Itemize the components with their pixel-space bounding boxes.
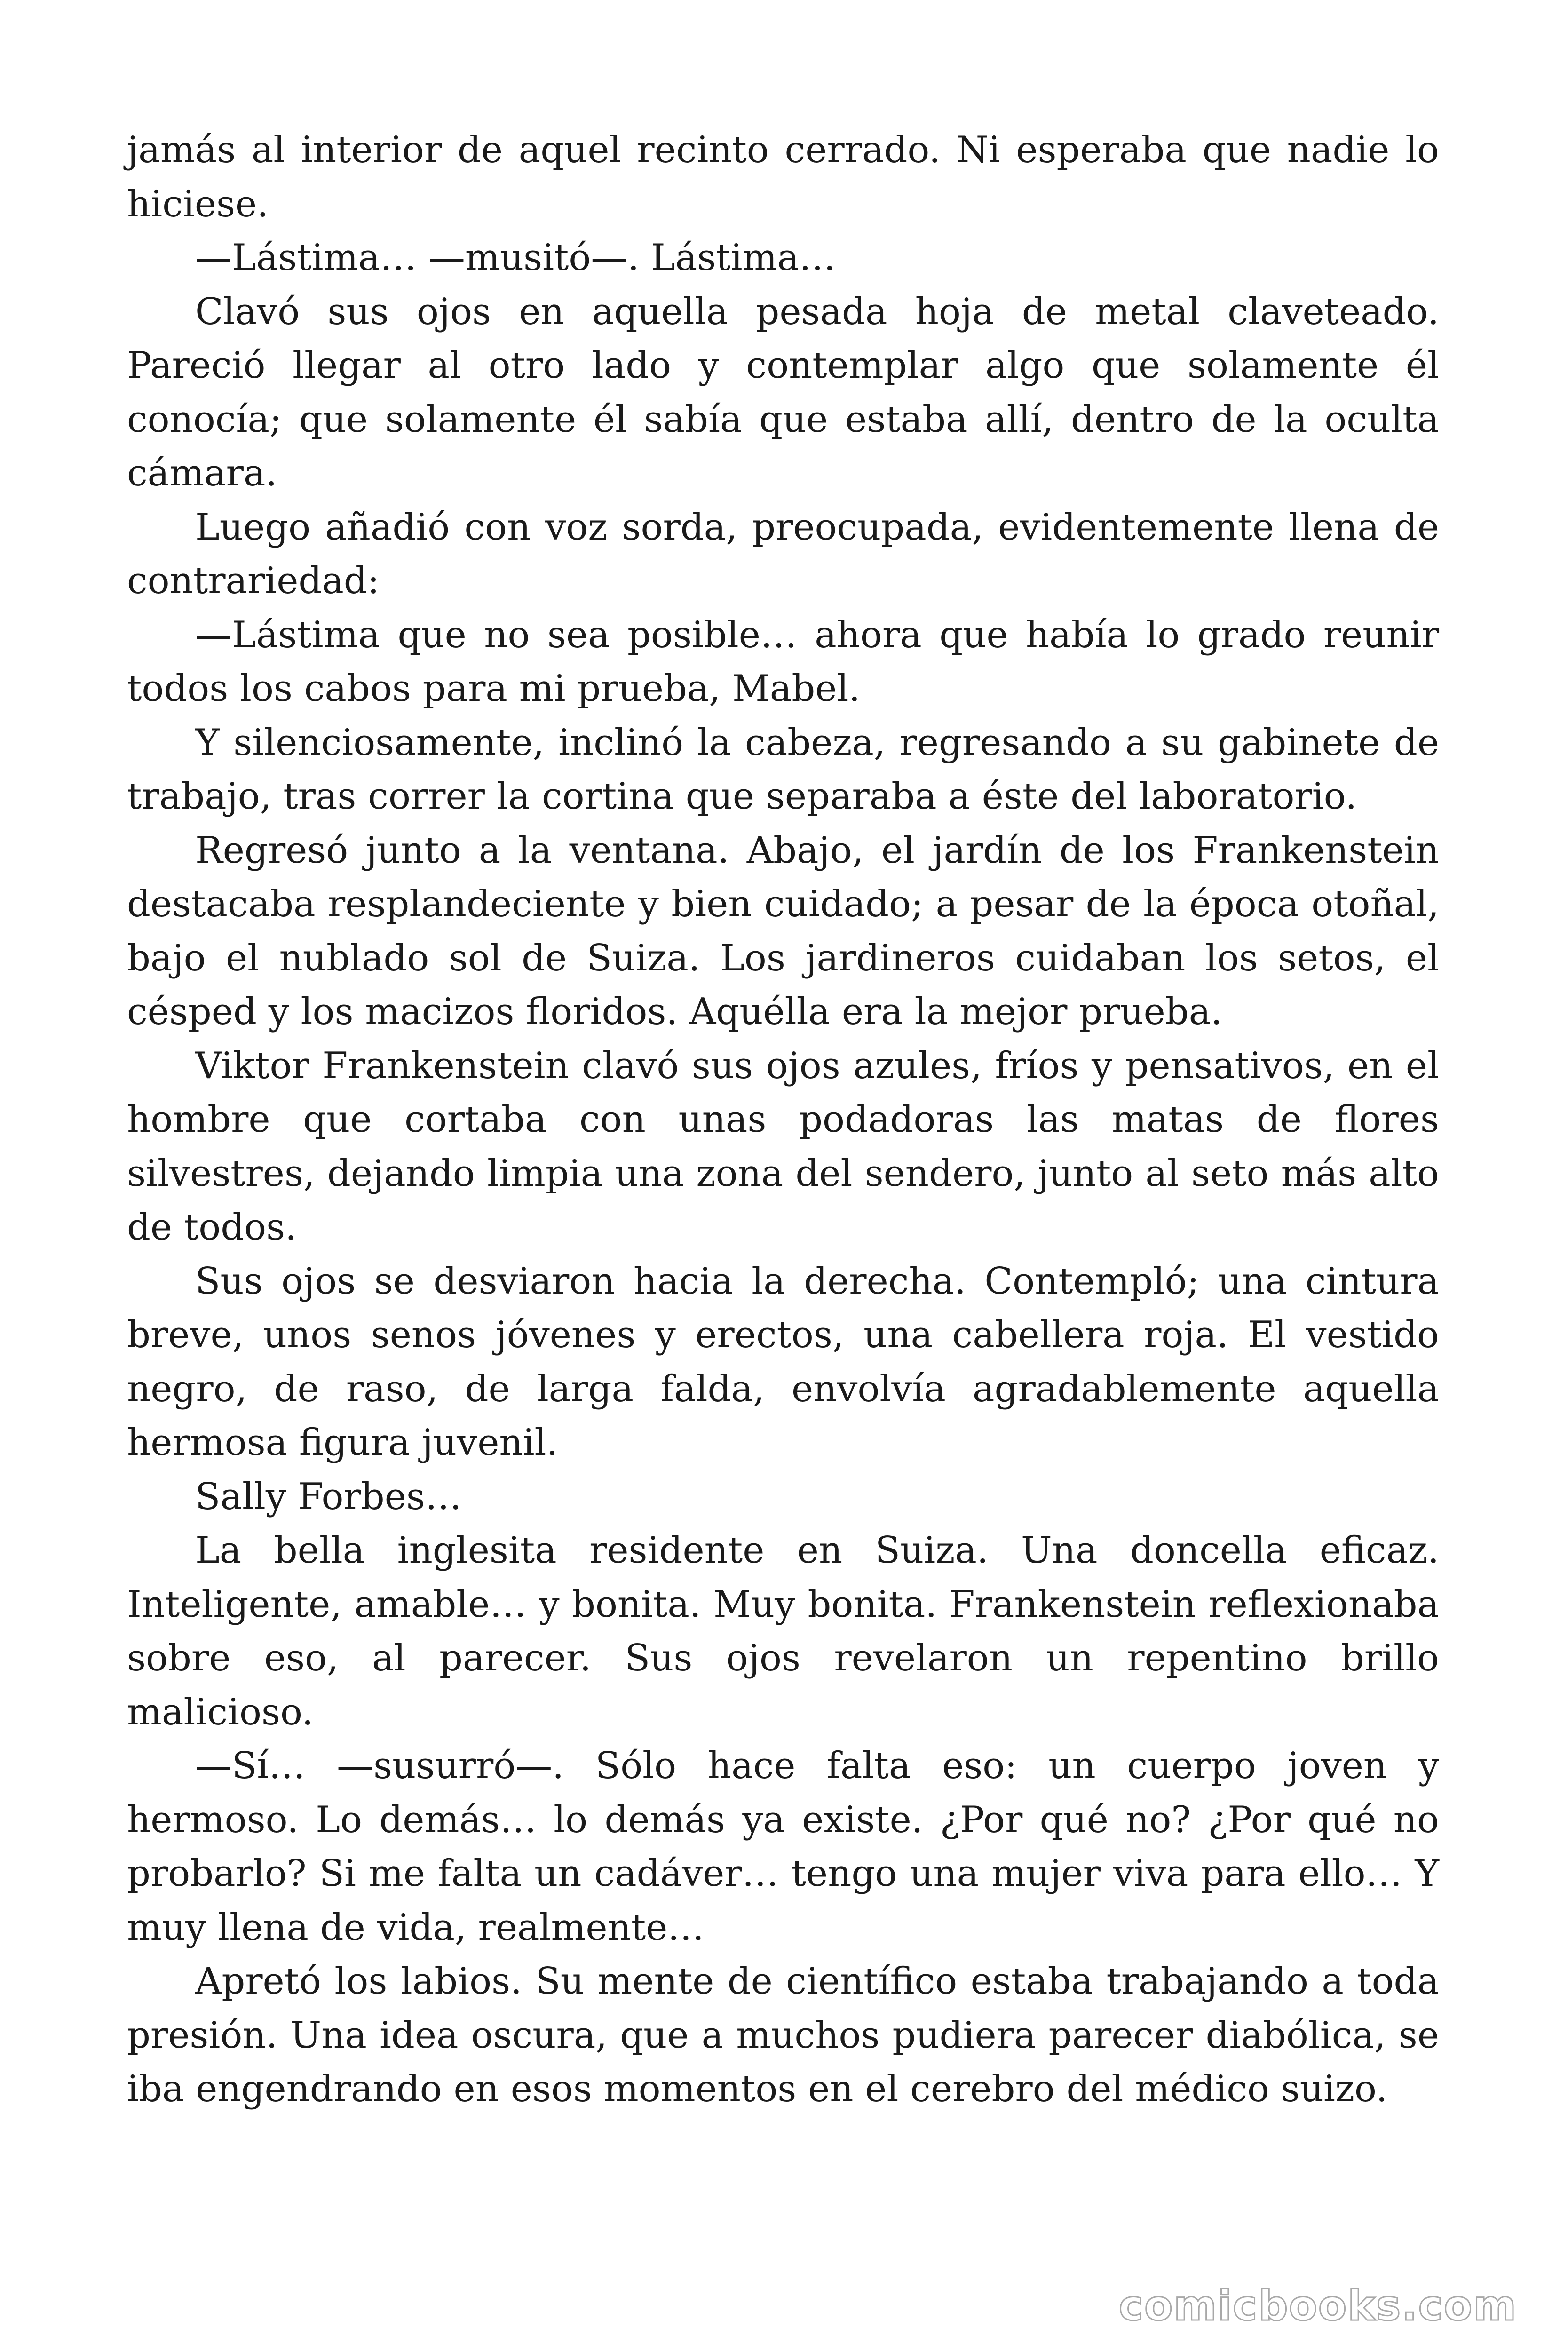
paragraph: —Sí… —susurró—. Sólo hace falta eso: un cuerpo joven y hermoso. Lo demás… lo demás ya existe. ¿Por qué no? ¿Por qué no probarlo? Si me falta un cadáver… tengo una mujer viva para ello… Y muy llena de vida, realmente…	[127, 1745, 1439, 1949]
page-text	[127, 123, 1439, 2116]
paragraph: Sally Forbes…	[195, 1475, 462, 1518]
paragraph: —Lástima que no sea posible… ahora que había lo grado reunir todos los cabos para mi prueba, Mabel.	[127, 613, 1439, 710]
paragraph: Clavó sus ojos en aquella pesada hoja de metal claveteado. Pareció llegar al otro lado y contemplar algo que solamente él conocía; que solamente él sabía que estaba allí, dentro de la oculta cámara.	[127, 290, 1439, 494]
paragraph: jamás al interior de aquel recinto cerrado. Ni esperaba que nadie lo hiciese.	[127, 129, 1439, 225]
paragraph: —Lástima… —musitó—. Lástima…	[195, 237, 836, 279]
paragraph: Viktor Frankenstein clavó sus ojos azules, fríos y pensativos, en el hombre que cortaba con unas podadoras las matas de flores silvestres, dejando limpia una zona del sendero, junto al seto más alto de todos.	[127, 1044, 1439, 1248]
paragraph: Y silenciosamente, inclinó la cabeza, regresando a su gabinete de trabajo, tras correr la cortina que separaba a éste del laboratorio.	[127, 721, 1439, 818]
watermark: comicbooks.com	[1118, 2281, 1517, 2330]
paragraph: Sus ojos se desviaron hacia la derecha. Contempló; una cintura breve, unos senos jóvenes y erectos, una cabellera roja. El vestido negro, de raso, de larga falda, envolvía agradablemente aquella hermosa figura juvenil.	[127, 1260, 1439, 1464]
paragraph: La bella inglesita residente en Suiza. Una doncella eficaz. Inteligente, amable… y bonita. Muy bonita. Frankenstein reflexionaba sobre eso, al parecer. Sus ojos revelaron un repentino brillo malicioso.	[127, 1529, 1439, 1733]
paragraph: Apretó los labios. Su mente de científico estaba trabajando a toda presión. Una idea oscura, que a muchos pudiera parecer diabólica, se iba engendrando en esos momentos en el cerebro del médico suizo.	[127, 1960, 1439, 2110]
paragraph: Regresó junto a la ventana. Abajo, el jardín de los Frankenstein destacaba resplandeciente y bien cuidado; a pesar de la época otoñal, bajo el nublado sol de Suiza. Los jardineros cuidaban los setos, el césped y los macizos floridos. Aquélla era la mejor prueba.	[127, 829, 1439, 1033]
paragraph: Luego añadió con voz sorda, preocupada, evidentemente llena de contrariedad:	[127, 506, 1439, 602]
